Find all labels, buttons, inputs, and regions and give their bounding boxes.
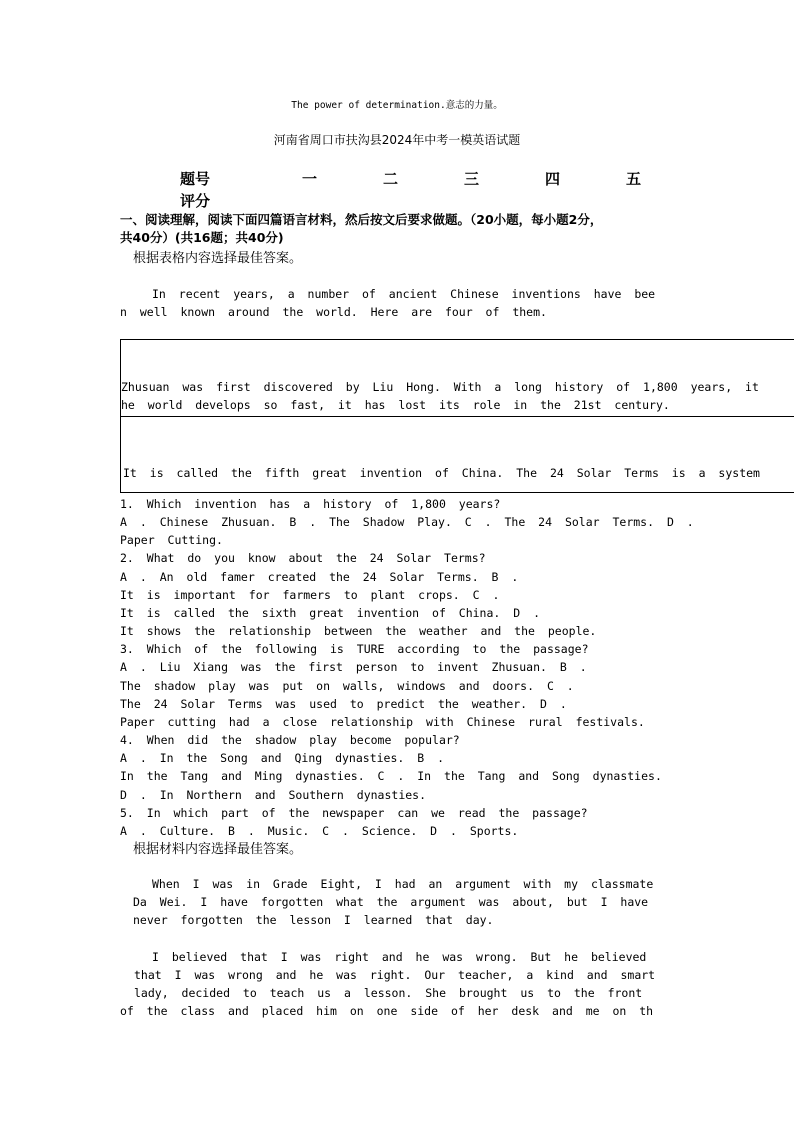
score-col-3: 三 xyxy=(464,170,480,188)
passage-line: lady, decided to teach us a lesson. She brought us to the front xyxy=(134,986,643,1000)
list-item: It is called the sixth great invention of China. D . xyxy=(120,605,541,620)
section-heading-line2: 共40分）(共16题；共40分) xyxy=(120,230,284,245)
passage-line: of the class and placed him on one side of her desk and me on th xyxy=(120,1004,654,1018)
list-item: The shadow play was put on walls, windows and doors. C . xyxy=(120,678,574,693)
list-item: Paper cutting had a close relationship with Chinese rural festivals. xyxy=(120,714,645,729)
list-item: A . An old famer created the 24 Solar Terms. B . xyxy=(120,569,519,584)
table-cell-line: It is called the fifth great invention of China. The 24 Solar Terms is a system xyxy=(123,466,760,480)
table-cell-line: he world develops so fast, it has lost its role in the 21st century. xyxy=(121,398,670,412)
list-item: The 24 Solar Terms was used to predict the weather. D . xyxy=(120,696,567,711)
list-item: A . Chinese Zhusuan. B . The Shadow Play. C . The 24 Solar Terms. D . xyxy=(120,515,694,530)
list-item: A . Liu Xiang was the first person to invent Zhusuan. B . xyxy=(120,660,587,675)
list-item: 5. In which part of the newspaper can we read the passage? xyxy=(120,805,588,820)
list-item: It is important for farmers to plant crops. C . xyxy=(120,587,500,602)
intro-line-1: In recent years, a number of ancient Chinese inventions have bee xyxy=(152,287,656,301)
questions-block xyxy=(120,495,694,840)
inventions-table xyxy=(120,339,794,493)
list-item: A . In the Song and Qing dynasties. B . xyxy=(120,751,445,766)
passage-line: When I was in Grade Eight, I had an argument with my classmate xyxy=(152,877,654,891)
list-item: 3. Which of the following is TURE according to the passage? xyxy=(120,642,589,657)
motto: The power of determination.意志的力量。 xyxy=(291,100,503,111)
list-item: 4. When did the shadow play become popular? xyxy=(120,733,460,748)
instruction-b: 根据材料内容选择最佳答案。 xyxy=(133,842,303,857)
table-row xyxy=(121,417,794,492)
passage-line: I believed that I was right and he was wrong. But he believed xyxy=(152,950,647,964)
score-col-1: 一 xyxy=(302,170,318,188)
list-item: 1. Which invention has a history of 1,800 years? xyxy=(120,497,501,511)
table-cell-line: Zhusuan was first discovered by Liu Hong. With a long history of 1,800 years, it xyxy=(121,380,759,394)
score-col-4: 四 xyxy=(545,170,561,188)
list-item: A . Culture. B . Music. C . Science. D . Sports. xyxy=(120,823,519,838)
passage-line: Da Wei. I have forgotten what the argument was about, but I have xyxy=(133,895,649,909)
exam-title: 河南省周口市扶沟县2024年中考一模英语试题 xyxy=(273,133,521,147)
list-item: Paper Cutting. xyxy=(120,533,223,548)
list-item: In the Tang and Ming dynasties. C . In the Tang and Song dynasties. xyxy=(120,769,662,784)
passage-line: never forgotten the lesson I learned that day. xyxy=(133,913,494,927)
table-row xyxy=(121,340,794,417)
list-item: D . In Northern and Southern dynasties. xyxy=(120,787,427,802)
intro-line-2: n well known around the world. Here are four of them. xyxy=(120,305,547,319)
list-item: It shows the relationship between the weather and the people. xyxy=(120,624,597,639)
score-row-label: 题号 xyxy=(180,170,211,188)
score-row2-label: 评分 xyxy=(180,192,211,210)
list-item: 2. What do you know about the 24 Solar Terms? xyxy=(120,551,486,566)
instruction-a: 根据表格内容选择最佳答案。 xyxy=(133,251,303,266)
score-col-2: 二 xyxy=(383,170,399,188)
score-col-5: 五 xyxy=(626,170,642,188)
section-heading xyxy=(120,211,602,247)
passage-line: that I was wrong and he was right. Our teacher, a kind and smart xyxy=(134,968,656,982)
section-heading-line1: 一、阅读理解，阅读下面四篇语言材料，然后按文后要求做题。（20小题，每小题2分， xyxy=(120,212,603,227)
